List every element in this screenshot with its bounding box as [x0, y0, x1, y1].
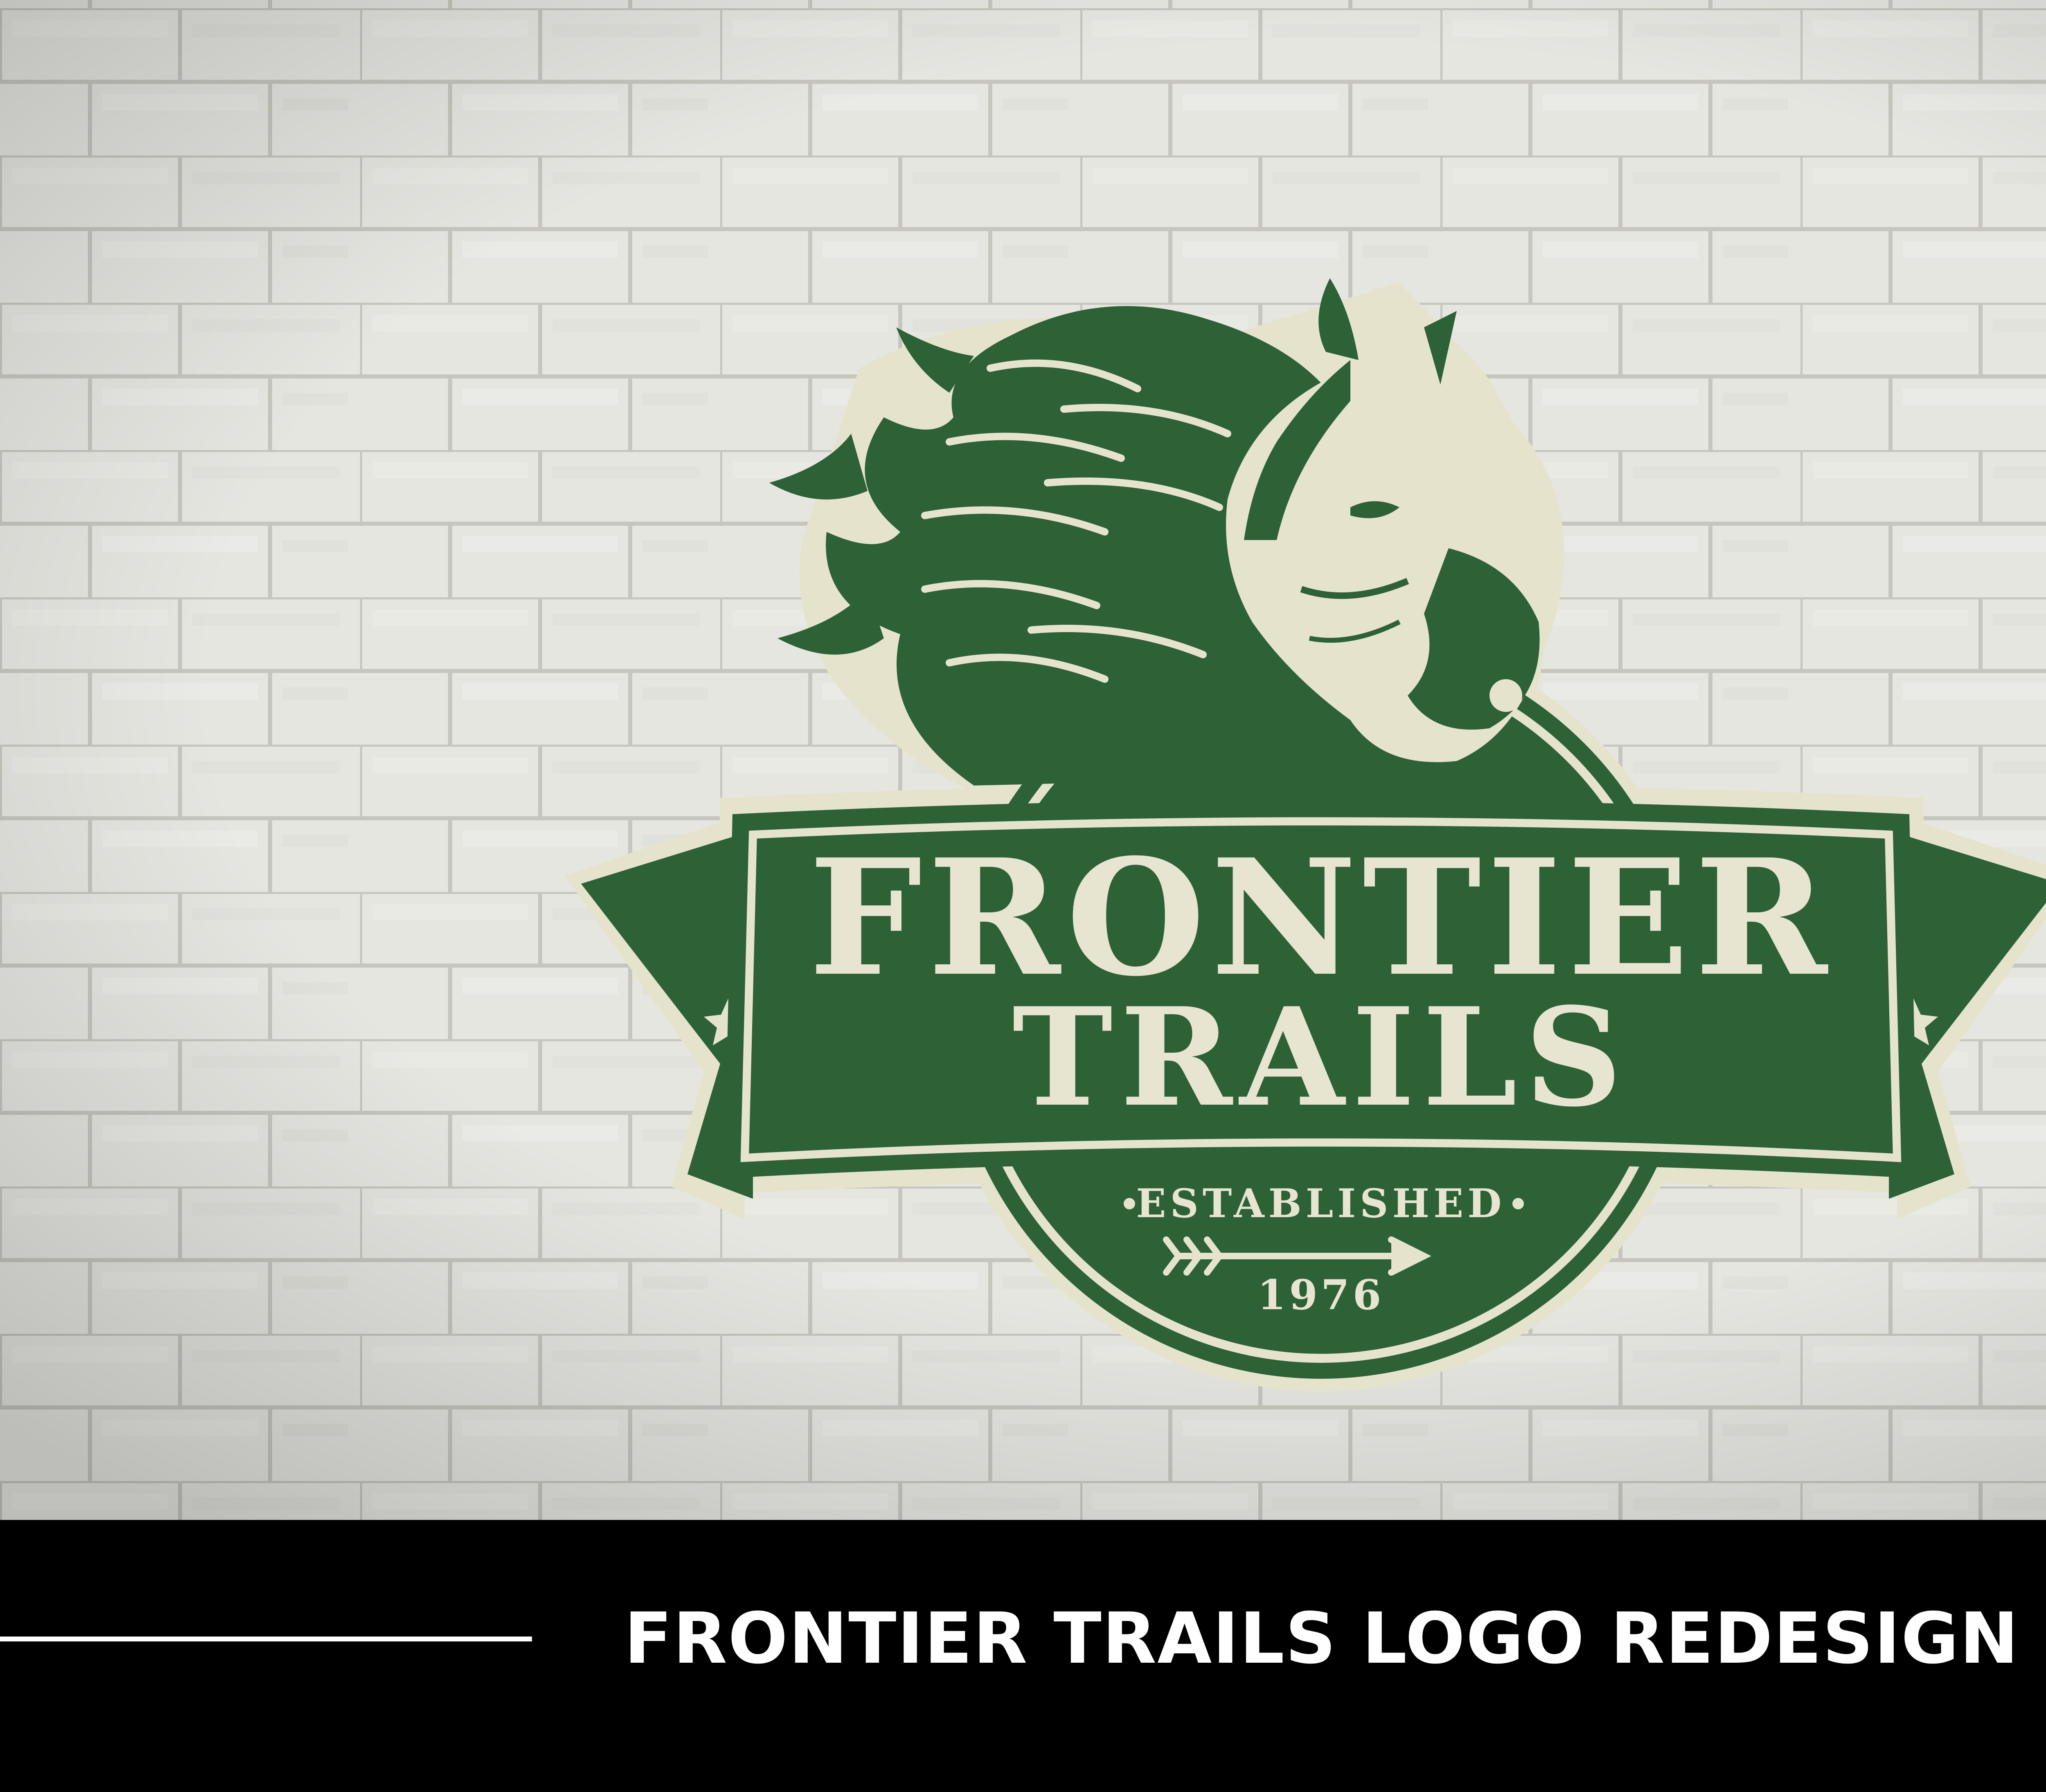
caption-rule-left: [0, 1637, 532, 1641]
logo-name-line1: FRONTIER: [809, 824, 1833, 1011]
caption-title: FRONTIER TRAILS LOGO REDESIGN: [624, 1597, 2019, 1679]
logo-name-line2: TRAILS: [1012, 978, 1630, 1137]
established-label: ESTABLISHED: [1136, 1180, 1506, 1227]
established-year: 1976: [1257, 1271, 1385, 1319]
